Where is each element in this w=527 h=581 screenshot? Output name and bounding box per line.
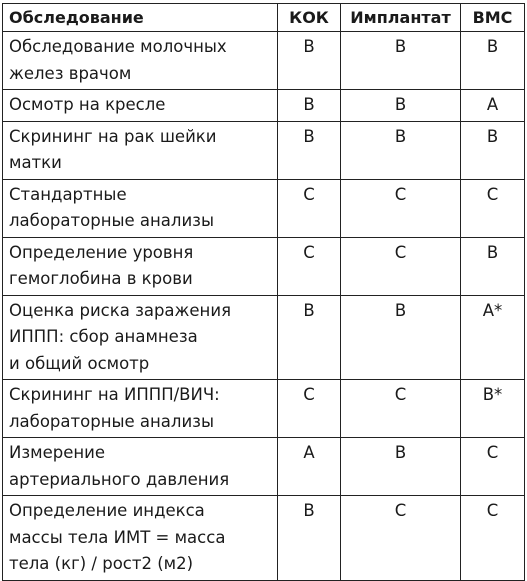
implant-value-cell: B xyxy=(341,438,461,496)
table-row xyxy=(3,32,525,90)
kok-value-cell: B xyxy=(278,32,341,90)
examination-name-line: Стандартные xyxy=(9,184,127,204)
kok-value-cell: B xyxy=(278,496,341,581)
iud-value-cell: B xyxy=(461,32,525,90)
kok-value-cell: C xyxy=(278,237,341,295)
examination-name-line: тела (кг) / рост2 (м2) xyxy=(9,554,194,573)
examination-name-line: Обследование молочных xyxy=(9,37,227,56)
header-iud: ВМС xyxy=(461,4,525,32)
iud-value-cell: C xyxy=(461,496,525,581)
examination-name-cell xyxy=(3,32,278,90)
implant-value-cell: C xyxy=(341,179,461,237)
examination-name-line: желез врачом xyxy=(9,63,132,83)
iud-value-cell: B* xyxy=(461,380,525,438)
iud-value-cell: C xyxy=(461,438,525,496)
iud-value-cell: B xyxy=(461,121,525,179)
examination-name-cell xyxy=(3,380,278,438)
examination-name-line: Осмотр на кресле xyxy=(9,95,166,114)
implant-value-cell: B xyxy=(341,295,461,380)
table-row xyxy=(3,438,525,496)
kok-value-cell: C xyxy=(278,380,341,438)
examination-name-line: Определение индекса xyxy=(9,501,205,520)
examination-name-cell xyxy=(3,295,278,380)
table-row xyxy=(3,295,525,380)
examination-name-cell xyxy=(3,121,278,179)
examination-name-line: Скрининг на ИППП/ВИЧ: xyxy=(9,385,220,404)
examination-name-cell xyxy=(3,438,278,496)
examination-name-cell xyxy=(3,237,278,295)
examination-name-cell xyxy=(3,90,278,122)
examination-name-line: Скрининг на рак шейки xyxy=(9,126,217,146)
table-row xyxy=(3,179,525,237)
examination-name-cell xyxy=(3,496,278,581)
header-implant: Имплантат xyxy=(341,4,461,32)
iud-value-cell: C xyxy=(461,179,525,237)
implant-value-cell: C xyxy=(341,496,461,581)
iud-value-cell: B xyxy=(461,237,525,295)
implant-value-cell: B xyxy=(341,90,461,122)
implant-value-cell: B xyxy=(341,32,461,90)
kok-value-cell: A xyxy=(278,438,341,496)
table-row xyxy=(3,496,525,581)
table-row xyxy=(3,90,525,122)
examination-name-line: артериального давления xyxy=(9,469,230,489)
kok-value-cell: B xyxy=(278,121,341,179)
kok-value-cell: B xyxy=(278,295,341,380)
kok-value-cell: C xyxy=(278,179,341,237)
kok-value-cell: B xyxy=(278,90,341,122)
examination-name-line: лабораторные анализы xyxy=(9,411,214,431)
implant-value-cell: C xyxy=(341,380,461,438)
examination-name-line: массы тела ИМТ = масса xyxy=(9,527,226,547)
table-row xyxy=(3,380,525,438)
implant-value-cell: C xyxy=(341,237,461,295)
header-examination: Обследование xyxy=(3,4,278,32)
table-body xyxy=(3,32,525,581)
implant-value-cell: B xyxy=(341,121,461,179)
table-row xyxy=(3,121,525,179)
examination-name-line: лабораторные анализы xyxy=(9,211,214,230)
examination-name-cell xyxy=(3,179,278,237)
examination-name-line: Измерение xyxy=(9,443,106,462)
examination-name-line: и общий осмотр xyxy=(9,353,150,373)
examination-table xyxy=(2,3,525,581)
examination-name-line: Оценка риска заражения xyxy=(9,300,231,320)
table-header-row xyxy=(3,4,525,32)
iud-value-cell: A* xyxy=(461,295,525,380)
examination-name-line: гемоглобина в крови xyxy=(9,269,193,288)
table-row xyxy=(3,237,525,295)
header-kok: КОК xyxy=(278,4,341,32)
examination-name-line: матки xyxy=(9,153,62,172)
examination-name-line: ИППП: сбор анамнеза xyxy=(9,327,198,346)
examination-name-line: Определение уровня xyxy=(9,242,194,262)
iud-value-cell: A xyxy=(461,90,525,122)
